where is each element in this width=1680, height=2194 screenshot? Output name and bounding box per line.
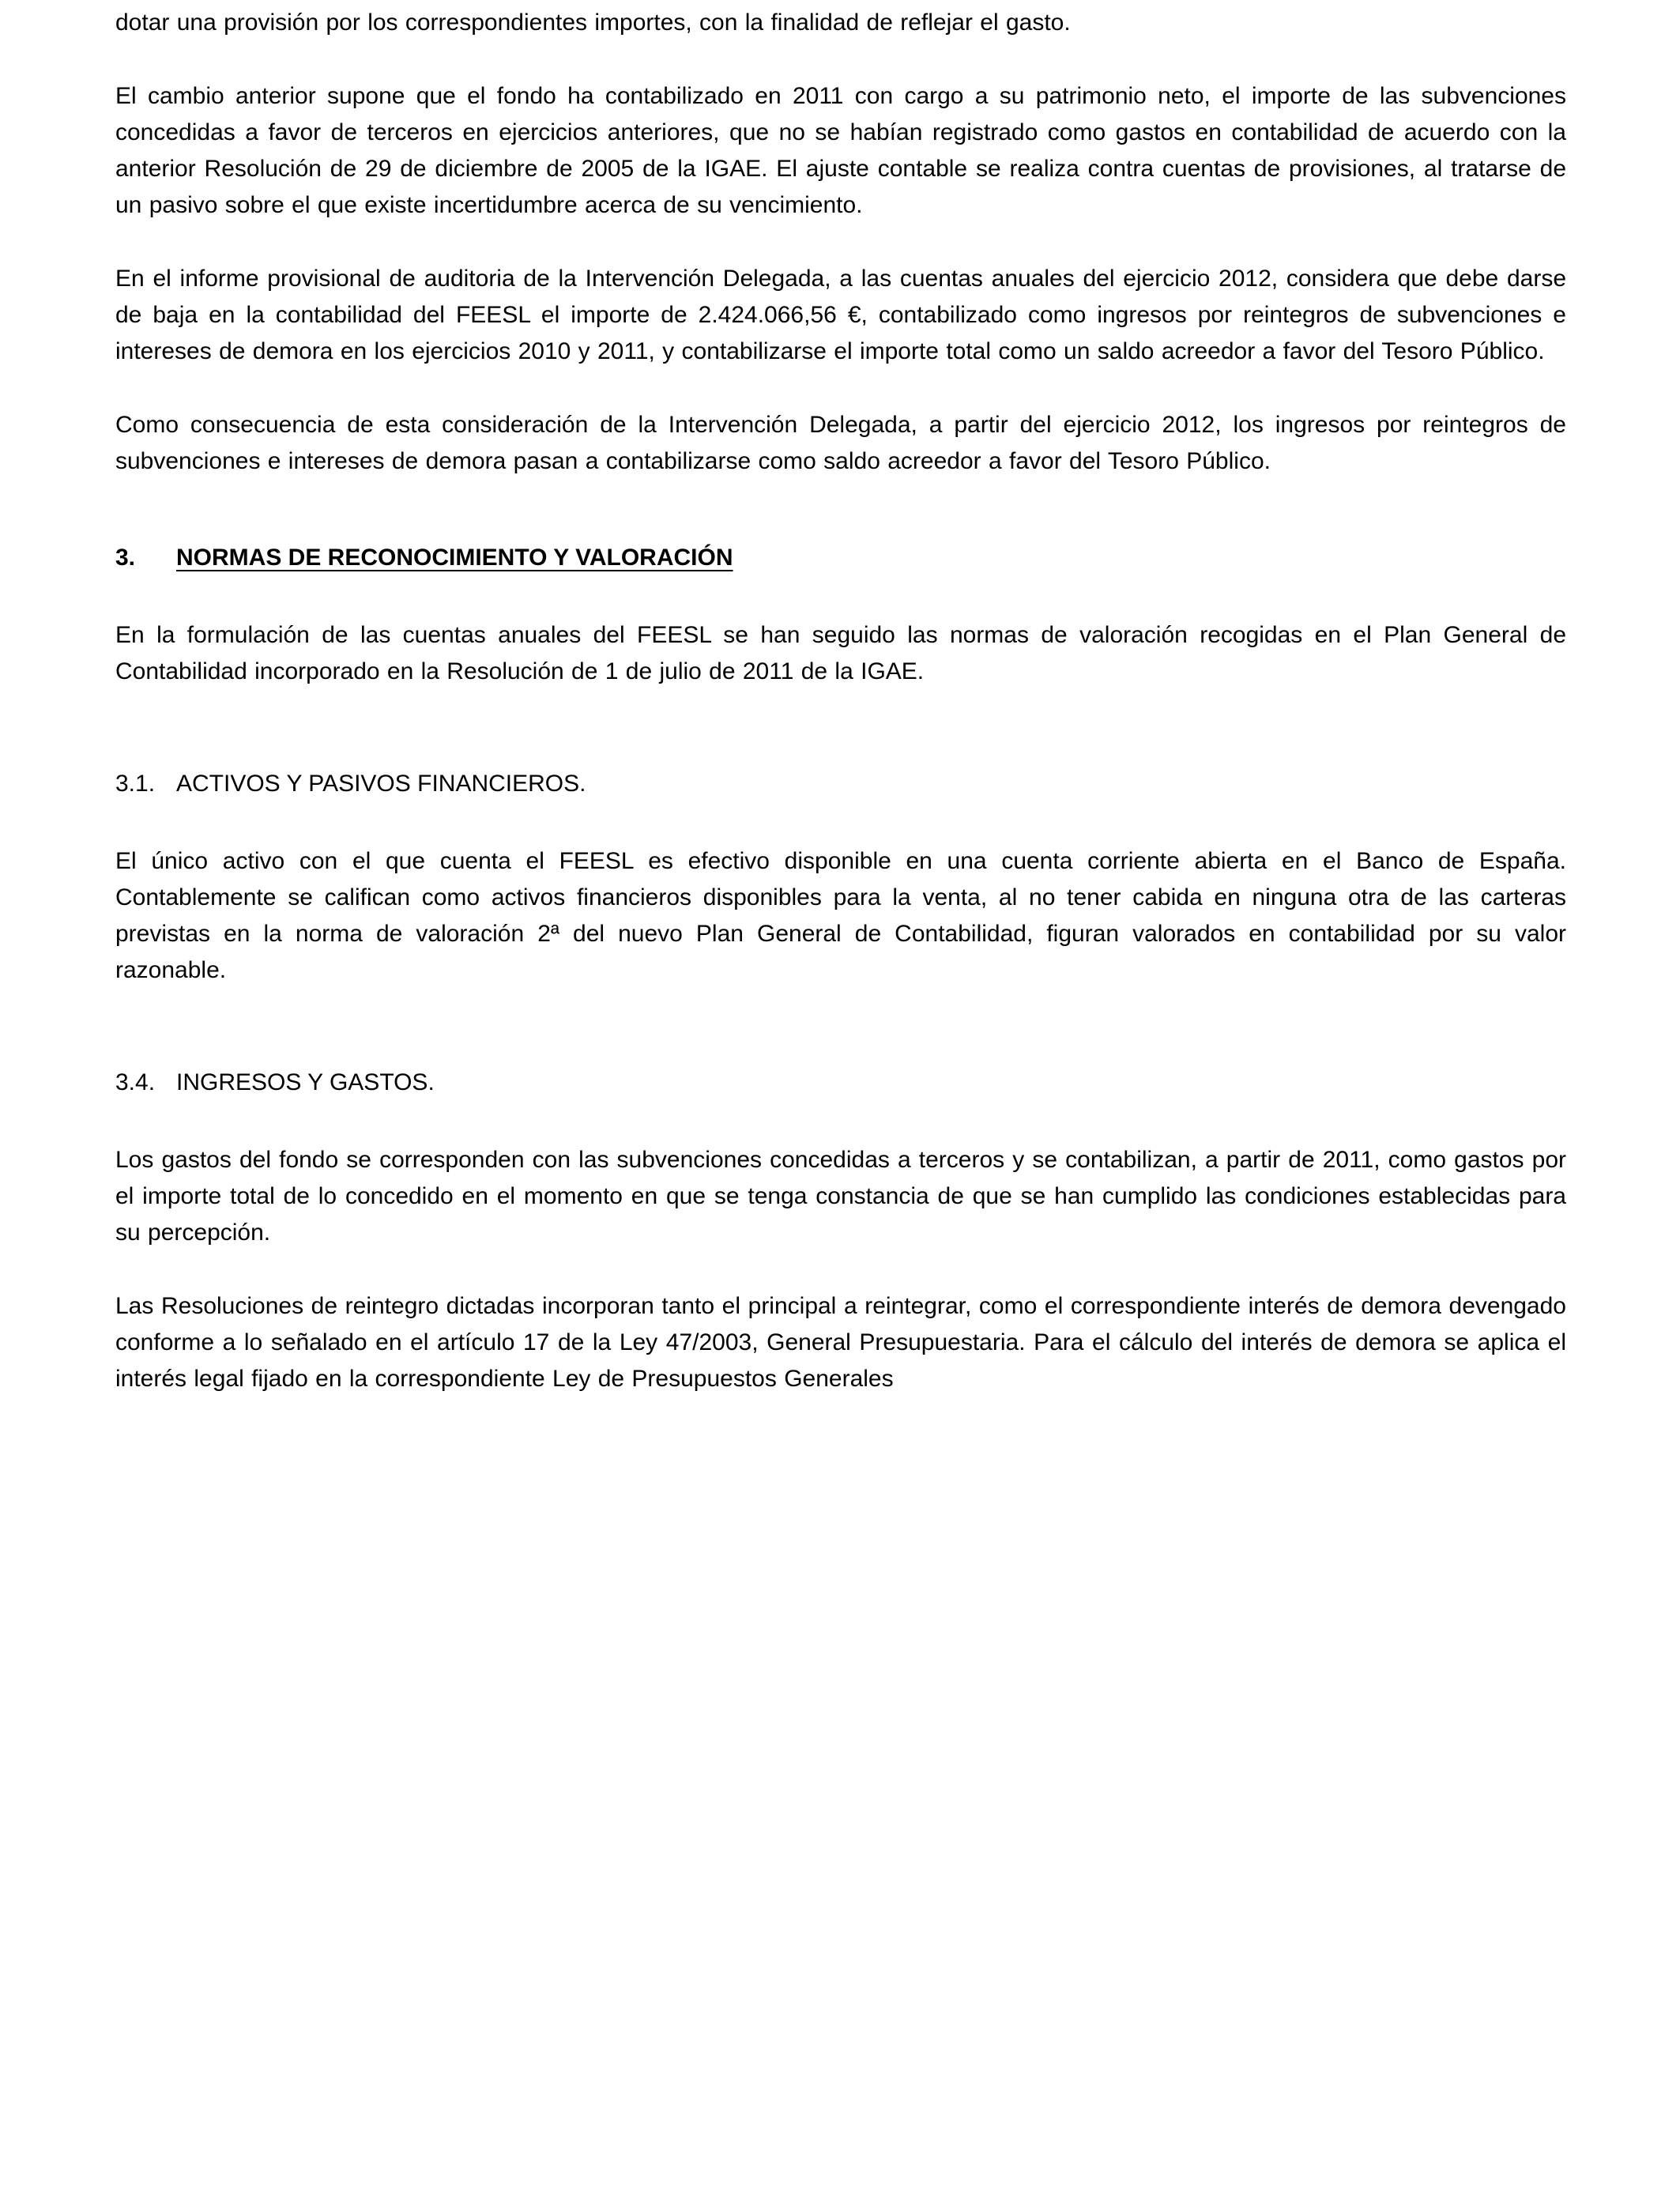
paragraph-provision-gasto: dotar una provisión por los correspondientes importes, con la finalidad de reflejar el gasto. — [115, 9, 1071, 36]
section-3-1-number: 3.1. — [115, 771, 156, 797]
paragraph-gastos-fondo: Los gastos del fondo se corresponden con las subvenciones concedidas a terceros y se contabilizan, a partir de 2011, como gastos por el importe total de lo concedido en el momento en que se tenga constancia de que se han cumplido las condiciones establecidas para su percepción. — [115, 1147, 1566, 1246]
paragraph-cambio-anterior: El cambio anterior supone que el fondo ha contabilizado en 2011 con cargo a su patrimonio neto, el importe de las subvenciones concedidas a favor de terceros en ejercicios anteriores, que no se habían registrado como gastos en contabilidad de acuerdo con la anterior Resolución de 29 de diciembre de 2005 de la IGAE. El ajuste contable se realiza contra cuentas de provisiones, al tratarse de un pasivo sobre el que existe incertidumbre acerca de su vencimiento. — [115, 83, 1566, 218]
section-3-1-heading — [115, 766, 1566, 802]
section-3-1-title: ACTIVOS Y PASIVOS FINANCIEROS. — [176, 771, 586, 797]
paragraph-informe-provisional: En el informe provisional de auditoria de la Intervención Delegada, a las cuentas anuales del ejercicio 2012, considera que debe darse de baja en la contabilidad del FEESL el importe de 2.424.066,56 €, contabilizado como ingresos por reintegros de subvenciones e intereses de demora en los ejercicios 2010 y 2011, y contabilizarse el importe total como un saldo acreedor a favor del Tesoro Público. — [115, 266, 1566, 364]
section-3-4-number: 3.4. — [115, 1069, 156, 1095]
paragraph-consecuencia: Como consecuencia de esta consideración de la Intervención Delegada, a partir del ejercicio 2012, los ingresos por reintegros de subvenciones e intereses de demora pasan a contabilizarse como saldo acreedor a favor del Tesoro Público. — [115, 412, 1566, 474]
paragraph-unico-activo: El único activo con el que cuenta el FEESL es efectivo disponible en una cuenta corriente abierta en el Banco de España. Contablemente se califican como activos financieros disponibles para la venta, al no tener cabida en ninguna otra de las carteras previstas en la norma de valoración 2ª del nuevo Plan General de Contabilidad, figuran valorados en contabilidad por su valor razonable. — [115, 848, 1566, 983]
paragraph-resoluciones-reintegro: Las Resoluciones de reintegro dictadas incorporan tanto el principal a reintegrar, como el correspondiente interés de demora devengado conforme a lo señalado en el artículo 17 de la Ley 47/2003, General Presupuestaria. Para el cálculo del interés de demora se aplica el interés legal fijado en la correspondiente Ley de Presupuestos Generales — [115, 1293, 1566, 1392]
section-3-heading — [115, 540, 1566, 576]
section-3-title: NORMAS DE RECONOCIMIENTO Y VALORACIÓN — [176, 545, 733, 571]
section-3-4-title: INGRESOS Y GASTOS. — [176, 1069, 435, 1095]
paragraph-formulacion-cuentas: En la formulación de las cuentas anuales del FEESL se han seguido las normas de valoración recogidas en el Plan General de Contabilidad incorporado en la Resolución de 1 de julio de 2011 de la IGAE. — [115, 622, 1566, 684]
section-3-number: 3. — [115, 545, 136, 571]
section-3-4-heading — [115, 1065, 1566, 1101]
